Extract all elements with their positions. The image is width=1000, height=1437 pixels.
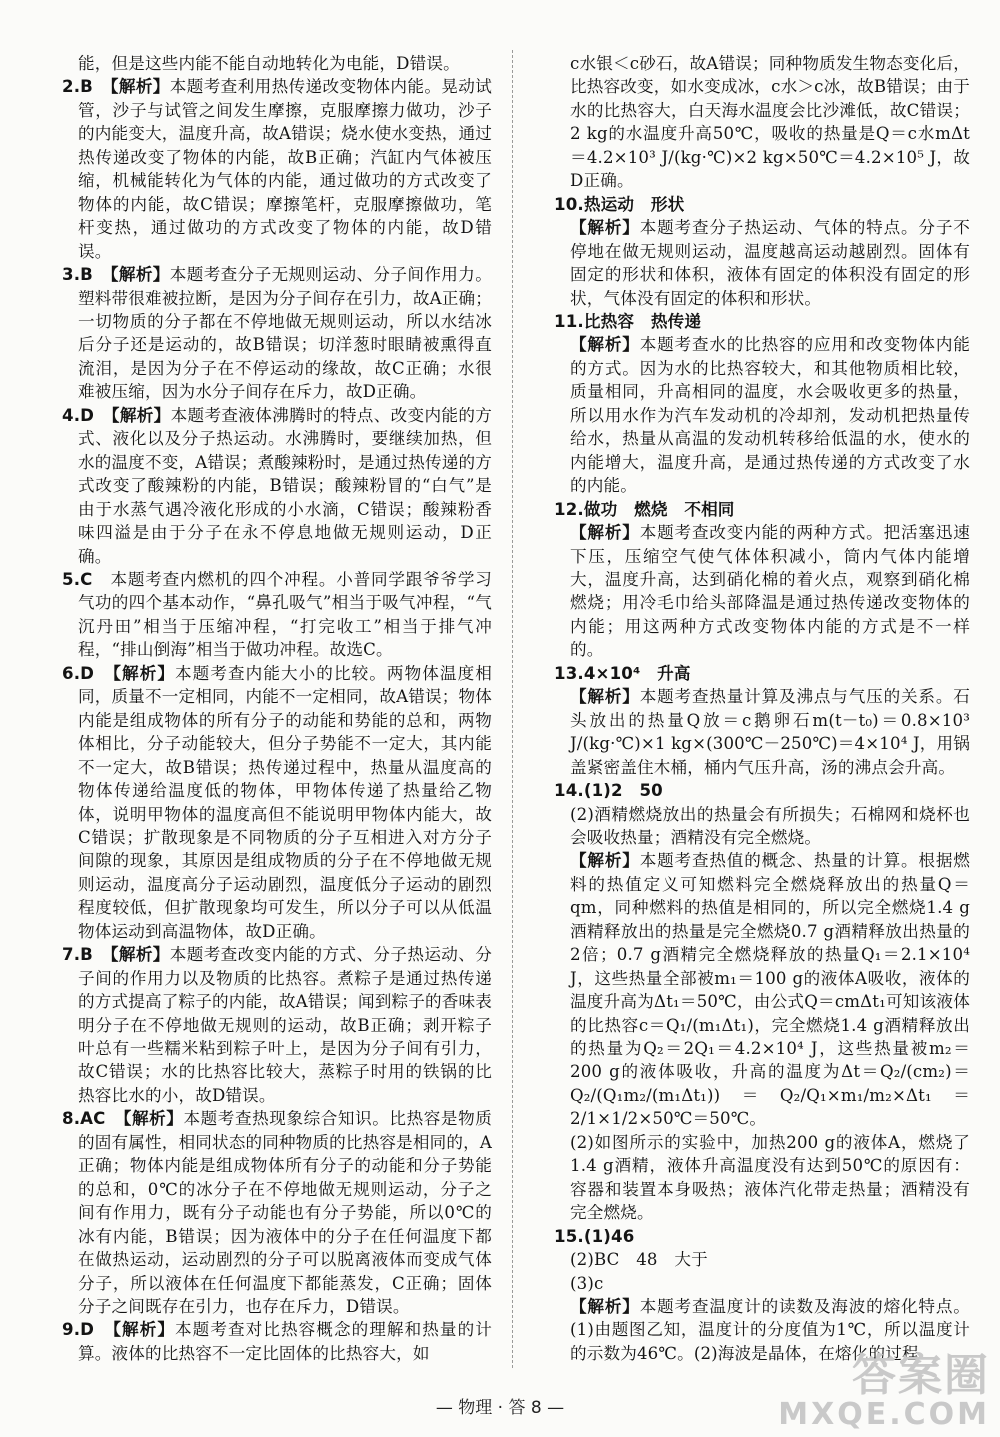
analysis-tag: 【解析】: [570, 335, 640, 355]
analysis-text: 本题考查水的比热容的应用和改变物体内能的方式。因为水的比热容较大，和其他物质相比较，质量相同，升高相同的温度，水会吸收更多的热量，所以用水作为汽车发动机的冷却剂，发动机把热量传给水，热量从高温的发动机转移给低温的水，使水的内能增大，温度升高，是通过热传递的方式改变了水的内能。: [570, 335, 970, 496]
analysis-tag: 【解析】: [112, 1320, 176, 1340]
question-number: 10.: [554, 194, 584, 214]
question-14: [554, 779, 970, 802]
analysis-text: 本题考查利用热传递改变物体内能。晃动试管，沙子与试管之间发生摩擦，克服摩擦力做功，沙子的内能变大，温度升高，故A错误；烧水使水变热，通过热传递改变了物体的内能，故B正确；汽缸内气体被压缩，机械能转化为气体的内能，通过做功的方式改变了物体的内能，故C错误；摩擦笔杆，克服摩擦做功，笔杆变热，通过做功的方式改变了物体的内能，故D错误。: [78, 77, 492, 261]
question-6: [62, 662, 492, 943]
answer-letter: B: [80, 945, 93, 965]
analysis-text: 本题考查热现象综合知识。比热容是物质的固有属性，相同状态的同种物质的比热容是相同的，A正确；物体内能是组成物体所有分子的动能和分子势能的总和，0℃的冰分子在不停地做无规则运动，分子之间有作用力，既有分子动能也有分子势能，所以0℃的冰有内能，B错误；因为液体中的分子在任何温度下都在做热运动，运动剧烈的分子可以脱离液体而变成气体分子，所以液体在任何温度下都能蒸发，C正确；固体分子之间既存在引力，也存在斥力，D错误。: [78, 1109, 492, 1317]
question-10: [554, 193, 970, 216]
question-5: [62, 568, 492, 662]
question-15: [554, 1225, 970, 1248]
question-15-line3: (3)c: [570, 1273, 604, 1293]
question-2: [62, 75, 492, 263]
right-continuation: c水银＜c砂石，故A错误；同种物质发生物态变化后，比热容改变，如水变成冰，c水＞c冰，故B错误；由于水的比热容大，白天海水温度会比沙滩低，故C错误；2 kg的水温度升高50℃，吸收的热量是Q＝c水mΔt＝4.2×10³ J/(kg·℃)×2 kg×50℃＝4.2×10⁵ J，故D正确。: [570, 54, 970, 191]
answer-letter: D: [80, 1320, 95, 1340]
question-number: 7.: [62, 945, 81, 965]
analysis-tag: 【解析】: [111, 405, 171, 425]
analysis-tag: 【解析】: [123, 1109, 184, 1129]
question-14-part2-analysis: (2)如图所示的实验中，加热200 g的液体A，燃烧了1.4 g酒精，液体升高温度没有达到50℃的原因有：容器和装置本身吸热；液体汽化带走热量；酒精没有完全燃烧。: [570, 1132, 970, 1223]
question-4: [62, 404, 492, 568]
analysis-tag: 【解析】: [570, 523, 640, 543]
question-12: [554, 498, 970, 521]
question-number: 5.: [62, 569, 81, 589]
analysis-text: 本题考查改变内能的两种方式。把活塞迅速下压，压缩空气使气体体积减小，筒内气体内能增大，温度升高，达到硝化棉的着火点，观察到硝化棉燃烧；用冷毛巾给头部降温是通过热传递改变物体的内能；用这两种方式改变物体内能的方式是不一样的。: [570, 523, 970, 660]
answer-letter: B: [80, 77, 93, 97]
analysis-text: 本题考查内燃机的四个冲程。小普同学跟爷爷学习气功的四个基本动作，“鼻孔吸气”相当于吸气冲程，“气沉丹田”相当于压缩冲程，“打完收工”相当于排气冲程，“排山倒海”相当于做功冲程。故选C。: [78, 569, 492, 660]
question-number: 13.: [554, 663, 584, 683]
analysis-text: 本题考查改变内能的方式、分子热运动、分子间的作用力以及物质的比热容。煮粽子是通过热传递的方式提高了粽子的内能，故A错误；闻到粽子的香味表明分子在不停地做无规则的运动，故B正确；剥开粽子叶总有一些糯米粘到粽子叶上，是因为分子间有引力，故C错误；水的比热容比较大，蒸粽子时用的铁锅的比热容比水的小，故D错误。: [78, 945, 492, 1105]
question-number: 11.: [554, 311, 584, 331]
question-number: 3.: [62, 265, 81, 285]
question-11-analysis: [554, 333, 970, 497]
question-12-analysis: [554, 521, 970, 662]
analysis-text: 本题考查内能大小的比较。两物体温度相同，质量不一定相同，内能不一定相同，故A错误；物体内能是组成物体的所有分子的动能和势能的总和，两物体相比，分子动能较大，但分子势能不一定大，其内能不一定大，故B错误；热传递过程中，热量从温度高的物体传递给温度低的物体，甲物体传递了热量给乙物体，说明甲物体的温度高但不能说明甲物体内能大，故C错误；扩散现象是不同物质的分子互相进入对方分子间隙的现象，其原因是组成物质的分子在不停地做无规则运动，温度高分子运动剧烈，温度低分子运动的剧烈程度较低，但扩散现象均可发生，所以分子可以从低温物体运动到高温物体，故D正确。: [78, 663, 492, 941]
column-divider: [512, 50, 513, 1368]
question-15-line2: (2)BC 48 大于: [570, 1250, 708, 1270]
analysis-text: 本题考查液体沸腾时的特点、改变内能的方式、液化以及分子热运动。水沸腾时，要继续加热，但水的温度不变，A错误；煮酸辣粉时，是通过热传递的方式改变了酸辣粉的内能，B错误；酸辣粉冒的“白气”是由于水蒸气遇冷液化形成的小水滴，C错误；酸辣粉香味四溢是由于分子在永不停息地做无规则运动，D正确。: [78, 405, 492, 566]
analysis-tag: 【解析】: [570, 687, 640, 707]
question-number: 2.: [62, 77, 81, 97]
question-number: 9.: [62, 1320, 81, 1340]
question-14-part2-answer: (2)酒精燃烧放出的热量会有所损失；石棉网和烧杯也会吸收热量；酒精没有完全燃烧。: [570, 804, 970, 847]
answer-text: 做功 燃烧 不相同: [583, 499, 735, 519]
analysis-tag: 【解析】: [570, 1297, 640, 1317]
analysis-text: 本题考查分子无规则运动、分子间作用力。塑料带很难被拉断，是因为分子间存在引力，故A正确；一切物质的分子都在不停地做无规则运动，所以水结冰后分子还是运动的，故B错误；切洋葱时眼睛被熏得直流泪，是因为分子在不停运动的缘故，故C正确；水很难被压缩，因为水分子间存在斥力，故D正确。: [78, 265, 492, 402]
analysis-tag: 【解析】: [110, 265, 170, 285]
answer-text: 热运动 形状: [583, 194, 685, 214]
question-14-analysis: [554, 849, 970, 1130]
answer-letter: B: [80, 265, 93, 285]
answer-text: 比热容 热传递: [583, 311, 702, 331]
question-number: 14.: [554, 781, 584, 801]
question-number: 8.: [62, 1109, 81, 1129]
answer-letter: D: [80, 405, 95, 425]
left-continuation: 能，但是这些内能不能自动地转化为电能，D错误。: [78, 54, 460, 73]
answer-letter: C: [80, 569, 93, 589]
question-7: [62, 943, 492, 1107]
analysis-tag: 【解析】: [110, 77, 170, 97]
watermark: [778, 1350, 990, 1432]
question-9: [62, 1318, 492, 1365]
analysis-tag: 【解析】: [112, 663, 176, 683]
analysis-text: 本题考查热量计算及沸点与气压的关系。石头放出的热量Q放＝c鹅卵石m(t－t₀)＝0.8×10³ J/(kg·℃)×1 kg×(300℃－250℃)＝4×10⁴ J，用锅盖紧密盖住木桶，桶内气压升高，汤的沸点会升高。: [570, 687, 970, 777]
analysis-text: 本题考查热值的概念、热量的计算。根据燃料的热值定义可知燃料完全燃烧释放出的热量Q＝qm，同种燃料的热值是相同的，所以完全燃烧1.4 g酒精释放出的热量是完全燃烧0.7 g酒精释放出热量的2倍；0.7 g酒精完全燃烧释放的热量Q₁＝2.1×10⁴ J，这些热量全部被m₁＝100 g的液体A吸收，液体的温度升高为Δt₁＝50℃，由公式Q＝cmΔt₁可知该液体的比热容c＝Q₁/(m₁Δt₁)，完全燃烧1.4 g酒精释放出的热量为Q₂＝2Q₁＝4.2×10⁴ J，这些热量被m₂＝200 g的液体吸收，升高的温度为Δt＝Q₂/(cm₂)＝Q₂/(Q₁m₂/(m₁Δt₁))＝Q₂/Q₁×m₁/m₂×Δt₁＝2/1×1/2×50℃＝50℃。: [570, 851, 970, 1129]
question-number: 6.: [62, 663, 81, 683]
answer-text: (1)46: [583, 1226, 635, 1246]
analysis-text: 本题考查温度计的读数及海波的熔化特点。(1)由题图乙知，温度计的分度值为1℃，所以温度计的示数为46℃。(2)海波是晶体，在熔化的过程: [570, 1297, 970, 1363]
analysis-tag: 【解析】: [570, 218, 640, 238]
watermark-line1: 答案圈: [852, 1350, 990, 1401]
answer-letter: D: [80, 663, 95, 683]
answer-text: (1)2 50: [583, 781, 663, 801]
left-column: [62, 52, 492, 1365]
question-11: [554, 310, 970, 333]
question-10-analysis: [554, 216, 970, 310]
question-13-analysis: [554, 685, 970, 779]
answer-text: 4×10⁴ 升高: [583, 663, 691, 683]
question-number: 4.: [62, 405, 81, 425]
analysis-text: 本题考查对比热容概念的理解和热量的计算。液体的比热容不一定比固体的比热容大，如: [78, 1320, 492, 1363]
analysis-tag: 【解析】: [110, 945, 170, 965]
question-number: 12.: [554, 499, 584, 519]
question-number: 15.: [554, 1226, 584, 1246]
analysis-text: 本题考查分子热运动、气体的特点。分子不停地在做无规则运动，温度越高运动越剧烈。固体有固定的形状和体积，液体有固定的体积没有固定的形状，气体没有固定的体积和形状。: [570, 218, 970, 308]
right-column: [554, 52, 970, 1365]
question-3: [62, 263, 492, 404]
answer-letter: AC: [80, 1109, 106, 1129]
page-footer: — 物理 · 答 8 —: [435, 1398, 565, 1418]
question-13: [554, 662, 970, 685]
watermark-line2: MXQE.COM: [778, 1397, 990, 1432]
analysis-tag: 【解析】: [570, 851, 640, 871]
question-8: [62, 1107, 492, 1318]
